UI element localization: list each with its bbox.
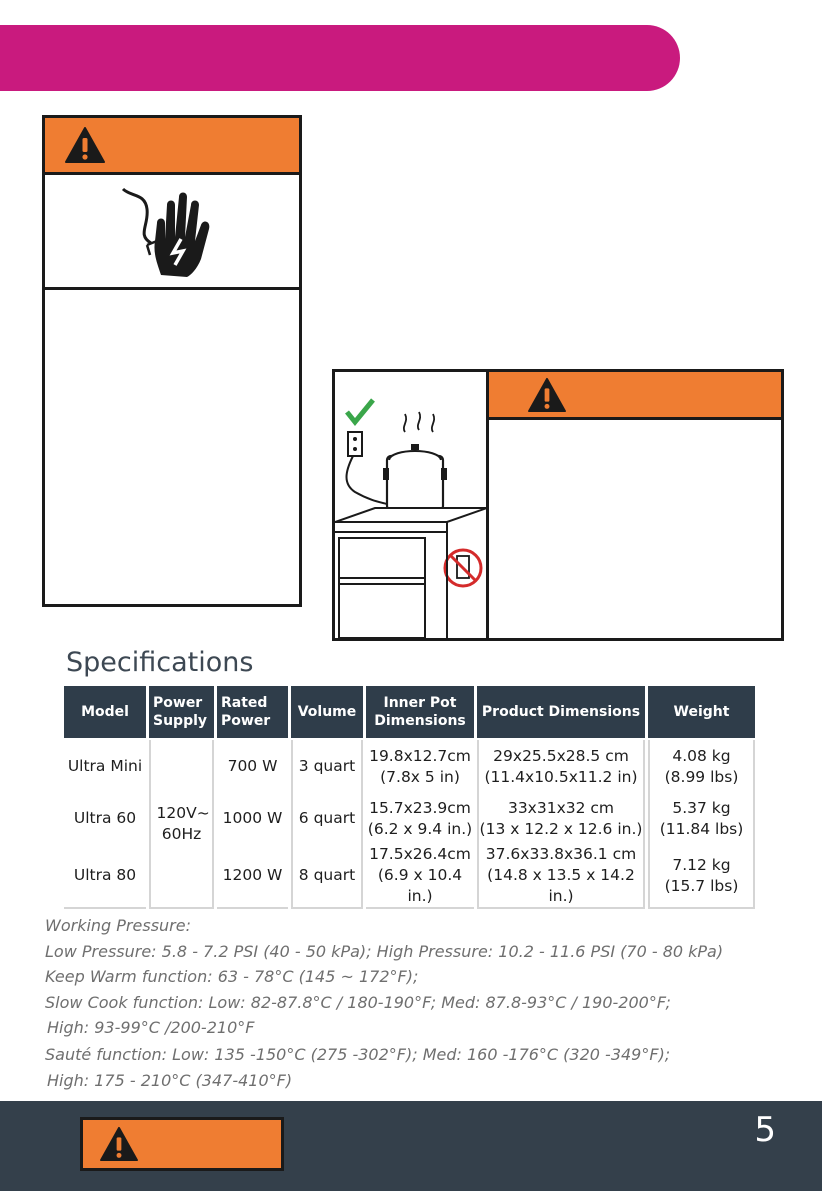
cell-volume: 6 quart bbox=[291, 793, 363, 844]
cell-inner-pot bbox=[366, 740, 474, 793]
cell-power: 1200 W bbox=[217, 844, 288, 909]
product-metric: 29x25.5x28.5 cm bbox=[493, 746, 629, 765]
note-line: Slow Cook function: Low: 82-87.8°C / 180-190°F; Med: 87.8-93°C / 190-200°F; bbox=[45, 992, 671, 1012]
cell-product bbox=[477, 740, 645, 793]
product-imperial: (14.8 x 13.5 x 14.2 in.) bbox=[487, 866, 635, 905]
cell-inner-pot bbox=[366, 844, 474, 909]
product-imperial: (13 x 12.2 x 12.6 in.) bbox=[479, 819, 643, 838]
cell-power: 1000 W bbox=[222, 809, 283, 827]
cell-product bbox=[477, 844, 645, 909]
specification-notes bbox=[45, 913, 805, 1093]
header-banner bbox=[0, 25, 680, 91]
header-rated-power: Rated Power bbox=[217, 686, 288, 738]
weight-imperial: (11.84 lbs) bbox=[659, 819, 744, 838]
inner-pot-metric: 15.7x23.9cm bbox=[369, 798, 471, 817]
cell-volume: 3 quart bbox=[291, 740, 363, 793]
product-metric: 33x31x32 cm bbox=[507, 798, 615, 817]
shock-illustration-row bbox=[45, 175, 299, 290]
cell-weight bbox=[648, 793, 755, 844]
header-inner-pot: Inner Pot Dimensions bbox=[366, 686, 474, 738]
cell-model: Ultra Mini bbox=[67, 757, 143, 775]
cell-power-supply bbox=[149, 740, 214, 909]
warning-box-outlet bbox=[332, 369, 784, 641]
weight-metric: 4.08 kg bbox=[672, 746, 731, 765]
inner-pot-imperial: (6.9 x 10.4 in.) bbox=[377, 866, 463, 905]
weight-imperial: (15.7 lbs) bbox=[664, 876, 739, 895]
cell-power: 700 W bbox=[227, 757, 278, 775]
header-power-supply: Power Supply bbox=[149, 686, 214, 738]
inner-pot-imperial: (6.2 x 9.4 in.) bbox=[367, 819, 473, 838]
cell-model: Ultra 80 bbox=[64, 844, 146, 909]
cell-volume: 8 quart bbox=[291, 844, 363, 909]
warning-header bbox=[45, 118, 299, 175]
electric-shock-hand-icon bbox=[117, 183, 211, 279]
header-weight: Weight bbox=[648, 686, 755, 738]
warning-triangle-icon bbox=[64, 126, 106, 164]
specifications-title: Specifications bbox=[66, 647, 254, 678]
header-volume: Volume bbox=[291, 686, 363, 738]
power-supply-value: 120V~ 60Hz bbox=[156, 803, 210, 843]
page-number: 5 bbox=[754, 1110, 776, 1150]
cell-weight bbox=[648, 844, 755, 909]
weight-metric: 7.12 kg bbox=[672, 855, 731, 874]
cell-inner-pot bbox=[366, 793, 474, 844]
weight-metric: 5.37 kg bbox=[672, 798, 731, 817]
note-line: High: 175 - 210°C (347-410°F) bbox=[47, 1070, 293, 1090]
inner-pot-metric: 19.8x12.7cm bbox=[369, 746, 471, 765]
footer-warning-box bbox=[80, 1117, 284, 1171]
inner-pot-imperial: (7.8x 5 in) bbox=[380, 767, 460, 786]
warning-triangle-icon bbox=[527, 377, 567, 413]
cell-product bbox=[477, 793, 645, 844]
inner-pot-metric: 17.5x26.4cm bbox=[369, 845, 471, 863]
header-product-dimensions: Product Dimensions bbox=[477, 686, 645, 738]
product-imperial: (11.4x10.5x11.2 in) bbox=[484, 767, 638, 786]
note-line: Sauté function: Low: 135 -150°C (275 -302°F); Med: 160 -176°C (320 -349°F); bbox=[45, 1044, 671, 1064]
weight-imperial: (8.99 lbs) bbox=[664, 767, 739, 786]
note-line: Working Pressure: bbox=[45, 916, 191, 935]
note-line: High: 93-99°C /200-210°F bbox=[47, 1018, 255, 1038]
warning-header bbox=[489, 372, 781, 420]
warning-box-shock bbox=[42, 115, 302, 607]
cell-weight bbox=[648, 740, 755, 793]
header-model: Model bbox=[64, 686, 146, 738]
specifications-table bbox=[61, 686, 758, 909]
cooker-outlet-illustration bbox=[335, 372, 487, 638]
cell-model: Ultra 60 bbox=[73, 809, 137, 827]
note-line: Keep Warm function: 63 - 78°C (145 ~ 172°F); bbox=[45, 967, 419, 987]
product-metric: 37.6x33.8x36.1 cm bbox=[485, 845, 637, 863]
note-line: Low Pressure: 5.8 - 7.2 PSI (40 - 50 kPa); High Pressure: 10.2 - 11.6 PSI (70 - 80 kPa) bbox=[45, 941, 724, 961]
warning-triangle-icon bbox=[99, 1126, 139, 1162]
